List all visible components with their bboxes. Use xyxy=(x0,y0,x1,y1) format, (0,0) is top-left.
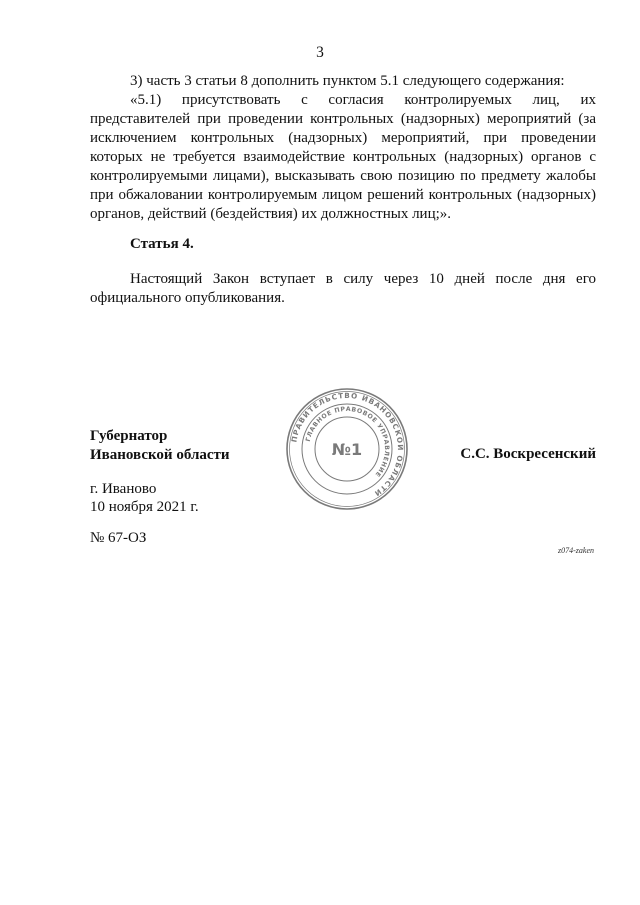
signatory-title-line1: Губернатор xyxy=(90,428,168,444)
paragraph-amendment-intro: 3) часть 3 статьи 8 дополнить пунктом 5.1 следующего содержания: xyxy=(130,73,565,89)
seal-center-number: №1 xyxy=(331,440,363,459)
official-seal xyxy=(285,387,409,511)
signing-place-date xyxy=(90,480,199,516)
article-body xyxy=(90,270,596,308)
signatory-title-line2: Ивановской области xyxy=(90,447,230,463)
signatory-title xyxy=(90,427,230,465)
page-number: 3 xyxy=(316,44,324,61)
law-number: № 67-ОЗ xyxy=(90,530,147,546)
seal-outer-text: ПРАВИТЕЛЬСТВО ИВАНОВСКОЙ ОБЛАСТИ xyxy=(289,390,406,499)
document-code: z074-zaken xyxy=(558,546,594,555)
article-heading: Статья 4. xyxy=(130,236,194,252)
article-text: Настоящий Закон вступает в силу через 10 дней после дня его официального опубликования. xyxy=(90,271,596,306)
signing-place: г. Иваново xyxy=(90,481,157,497)
amendment-text xyxy=(90,72,596,224)
paragraph-amendment-content: «5.1) присутствовать с согласия контролируемых лиц, их представителей при проведении контрольных (надзорных) мероприятий (за исключением контрольных (надзорных) мероприятий, при проведении которых не требуется взаимодействие контрольных (надзорных) органов с контролируемыми лицами), высказывать свою позицию по предмету жалобы при обжаловании контролируемым лицом решений контрольных (надзорных) органов, действий (бездействия) их должностных лиц;». xyxy=(90,92,596,222)
signing-date: 10 ноября 2021 г. xyxy=(90,499,199,515)
signatory-name: С.С. Воскресенский xyxy=(460,446,596,462)
seal-inner-text: ГЛАВНОЕ ПРАВОВОЕ УПРАВЛЕНИЕ xyxy=(304,405,391,479)
